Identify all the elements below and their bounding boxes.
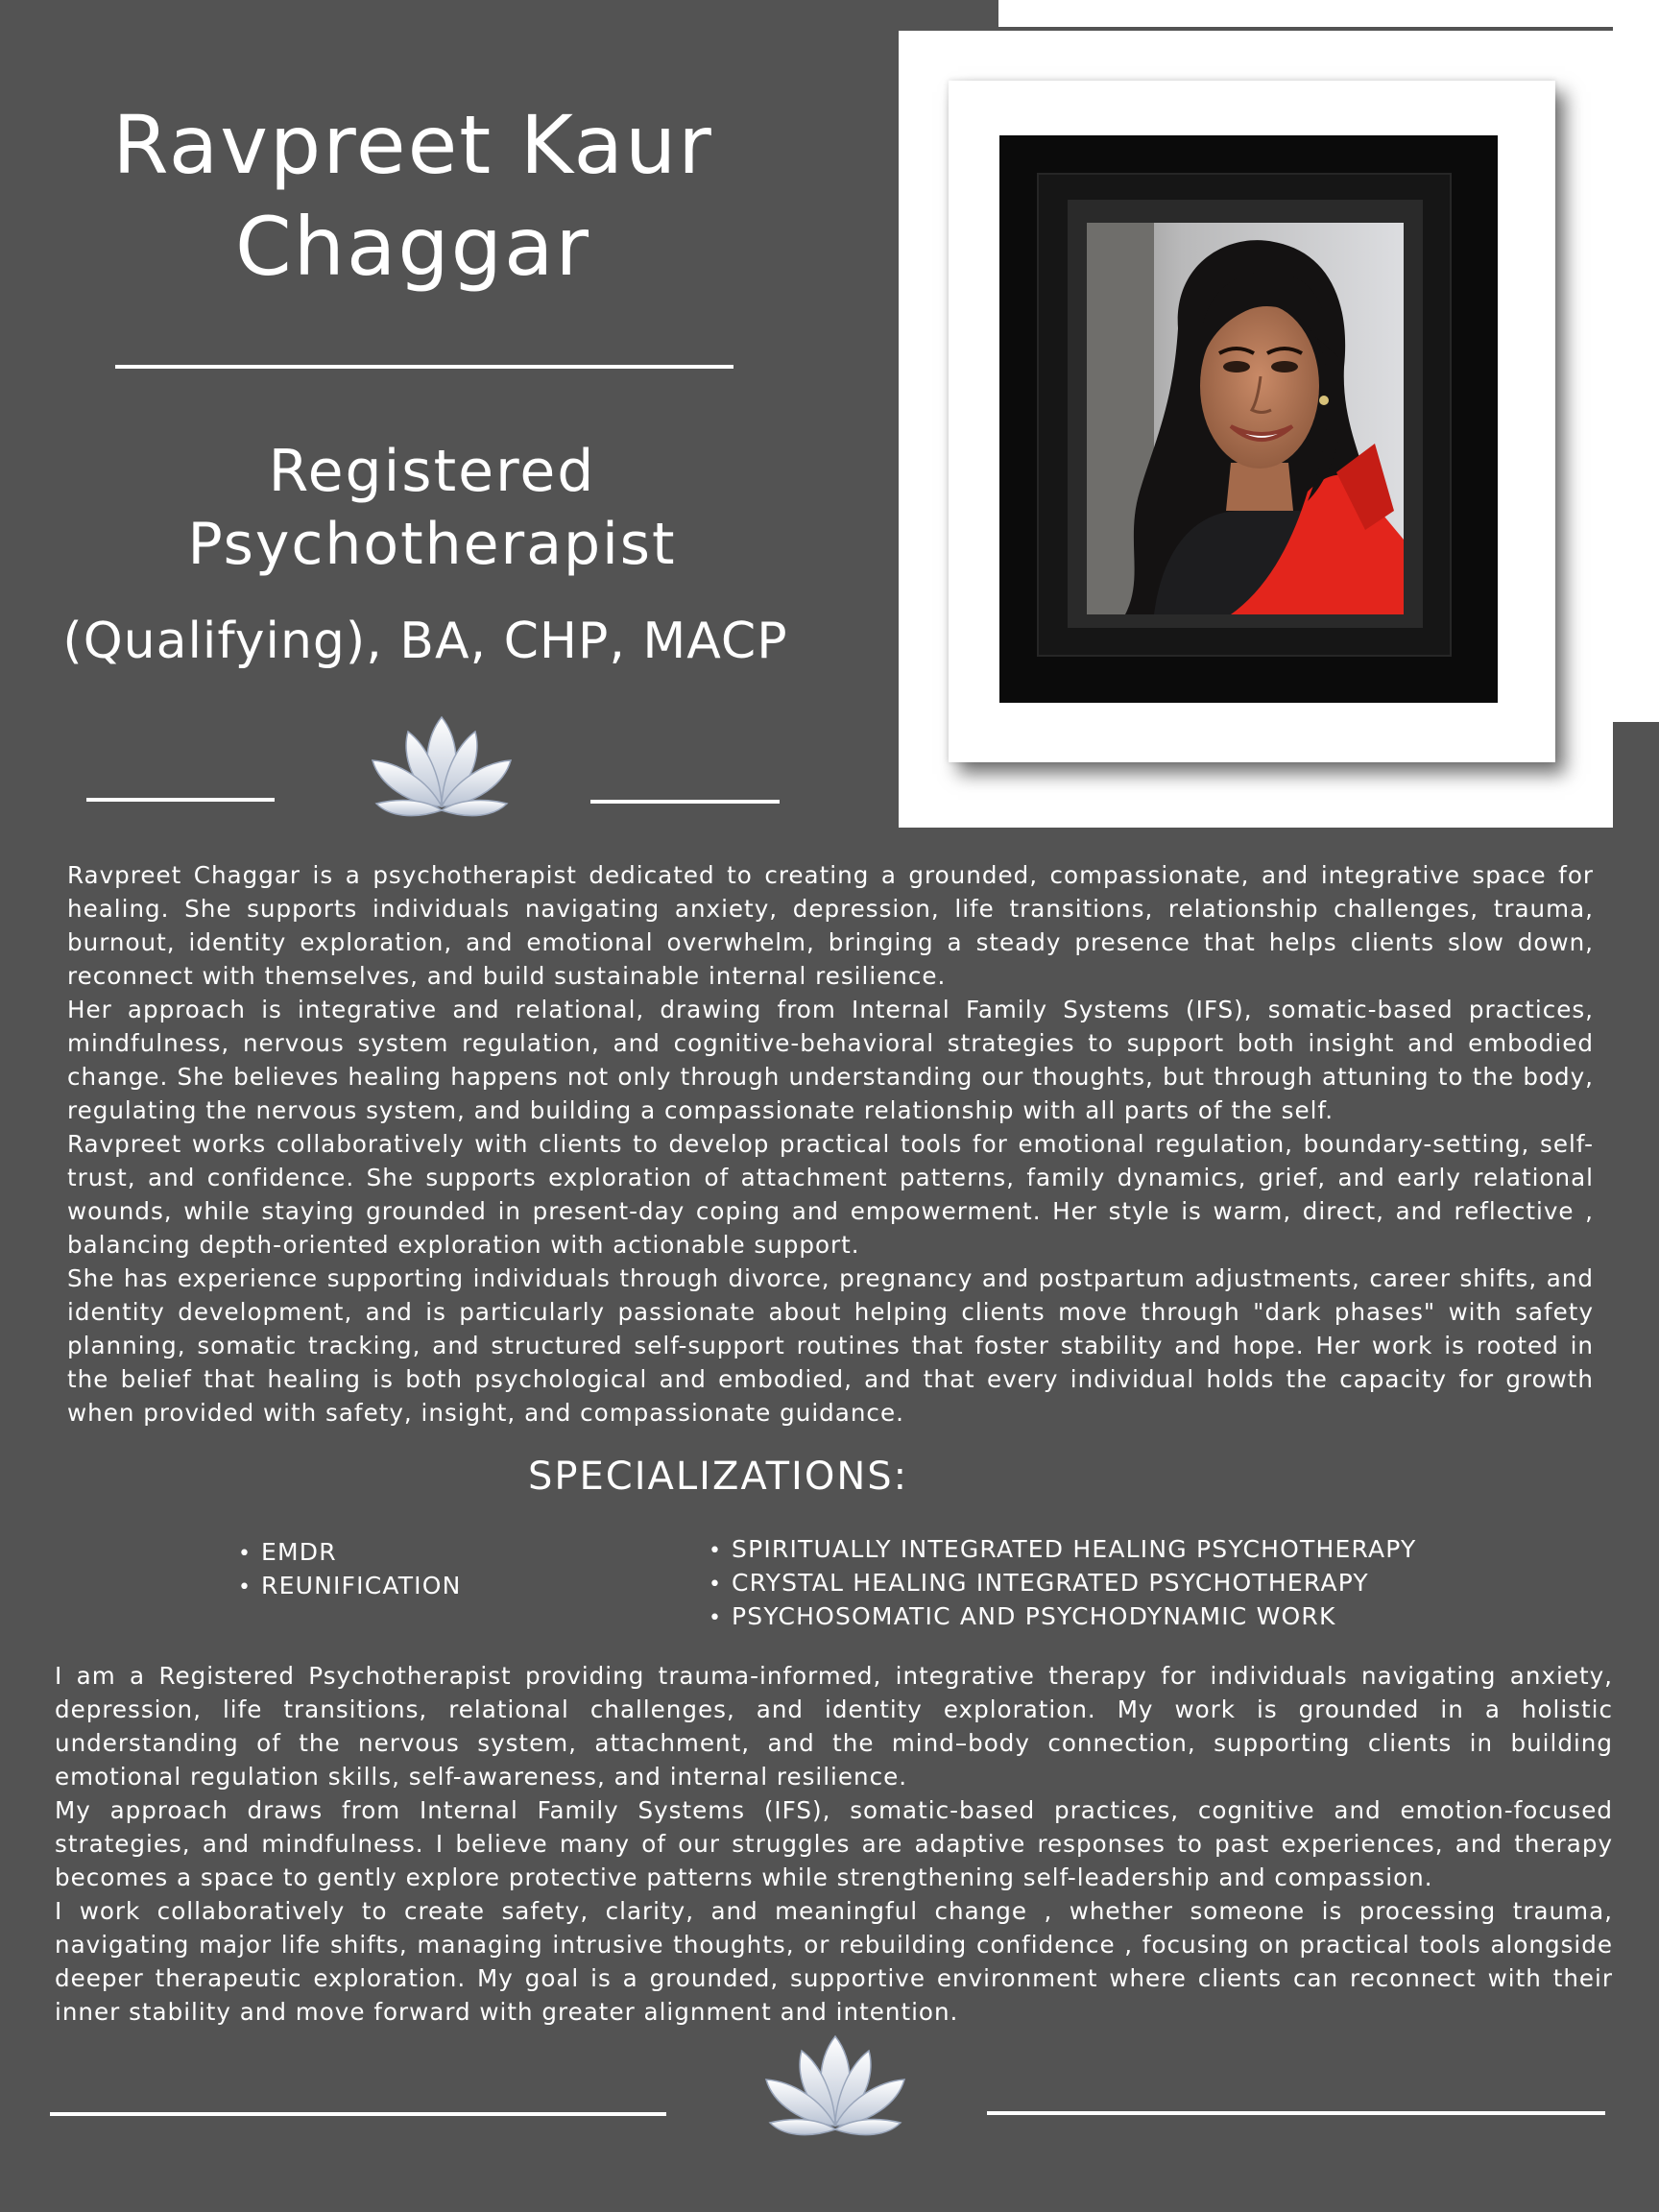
bio-paragraph: Her approach is integrative and relational, drawing from Internal Family Systems (IFS), somatic-based practices, mindfulness, nervous system regulation, and cognitive-behavioral strategies to support both insight and embodied change. She believes healing happens not only through understanding our thoughts, but through attuning to the body, regulating the nervous system, and building a compassionate relationship with all parts of the self.	[67, 996, 1594, 1124]
specialization-item: • EMDR	[238, 1536, 462, 1570]
bio-section	[67, 858, 1594, 1430]
specialization-item: • PSYCHOSOMATIC AND PSYCHODYNAMIC WORK	[709, 1600, 1417, 1634]
footer-divider-right-rule	[987, 2111, 1605, 2115]
specializations-title: SPECIALIZATIONS:	[528, 1455, 909, 1499]
specialization-item: • SPIRITUALLY INTEGRATED HEALING PSYCHOTHERAPY	[709, 1533, 1417, 1567]
portrait-photo	[1087, 223, 1404, 614]
header-divider	[115, 365, 733, 369]
name-line-1: Ravpreet Kaur	[112, 98, 713, 192]
title-line-1: Registered	[268, 438, 596, 505]
statement-paragraph: I am a Registered Psychotherapist providing trauma-informed, integrative therapy for individuals navigating anxiety, depression, life transitions, relational challenges, and identity exploration. My work is grounded in a holistic understanding of the nervous system, attachment, and the mind–body connection, supporting clients in building emotional regulation skills, self-awareness, and internal resilience.	[55, 1662, 1613, 1791]
lotus-divider-left-rule	[86, 798, 275, 802]
specializations-list-right	[709, 1533, 1417, 1634]
statement-section	[55, 1659, 1613, 2029]
lotus-icon	[758, 2032, 912, 2145]
specializations-list-left	[238, 1536, 462, 1603]
statement-paragraph: My approach draws from Internal Family Systems (IFS), somatic-based practices, cognitive and emotion-focused strategies, and mindfulness. I believe many of our struggles are adaptive responses to past experiences, and therapy becomes a space to gently explore protective patterns while strengthening self-leadership and compassion.	[55, 1796, 1613, 1891]
credentials: (Qualifying), BA, CHP, MACP	[62, 613, 788, 670]
lotus-divider-right-rule	[590, 800, 780, 804]
bio-paragraph: Ravpreet Chaggar is a psychotherapist dedicated to creating a grounded, compassionate, and integrative space for healing. She supports individuals navigating anxiety, depression, life transitions, relationship challenges, trauma, burnout, identity exploration, and emotional overwhelm, bringing a steady presence that helps clients slow down, reconnect with themselves, and build sustainable internal resilience.	[67, 861, 1594, 990]
specialization-item: • CRYSTAL HEALING INTEGRATED PSYCHOTHERAPY	[709, 1567, 1417, 1600]
name-line-2: Chaggar	[234, 200, 590, 294]
page-corner-right	[1613, 0, 1659, 722]
title-line-2: Psychotherapist	[187, 511, 677, 578]
bio-paragraph: Ravpreet works collaboratively with clients to develop practical tools for emotional regulation, boundary-setting, self-trust, and confidence. She supports exploration of attachment patterns, family dynamics, grief, and early relational wounds, while staying grounded in present-day coping and empowerment. Her style is warm, direct, and reflective , balancing depth-oriented exploration with actionable support.	[67, 1130, 1594, 1259]
statement-paragraph: I work collaboratively to create safety, clarity, and meaningful change , whether someone is processing trauma, navigating major life shifts, managing intrusive thoughts, or rebuilding confidence , focusing on practical tools alongside deeper therapeutic exploration. My goal is a grounded, supportive environment where clients can reconnect with their inner stability and move forward with greater alignment and intention.	[55, 1897, 1613, 2026]
bio-paragraph: She has experience supporting individuals through divorce, pregnancy and postpartum adjustments, career shifts, and identity development, and is particularly passionate about helping clients move through "dark phases" with safety planning, somatic tracking, and structured self-support routines that foster stability and hope. Her work is rooted in the belief that healing is both psychological and embodied, and that every individual holds the capacity for growth when provided with safety, insight, and compassionate guidance.	[67, 1264, 1594, 1427]
footer-divider-left-rule	[50, 2112, 666, 2116]
page-corner-top	[998, 0, 1659, 27]
lotus-icon	[365, 712, 518, 826]
specialization-item: • REUNIFICATION	[238, 1570, 462, 1603]
